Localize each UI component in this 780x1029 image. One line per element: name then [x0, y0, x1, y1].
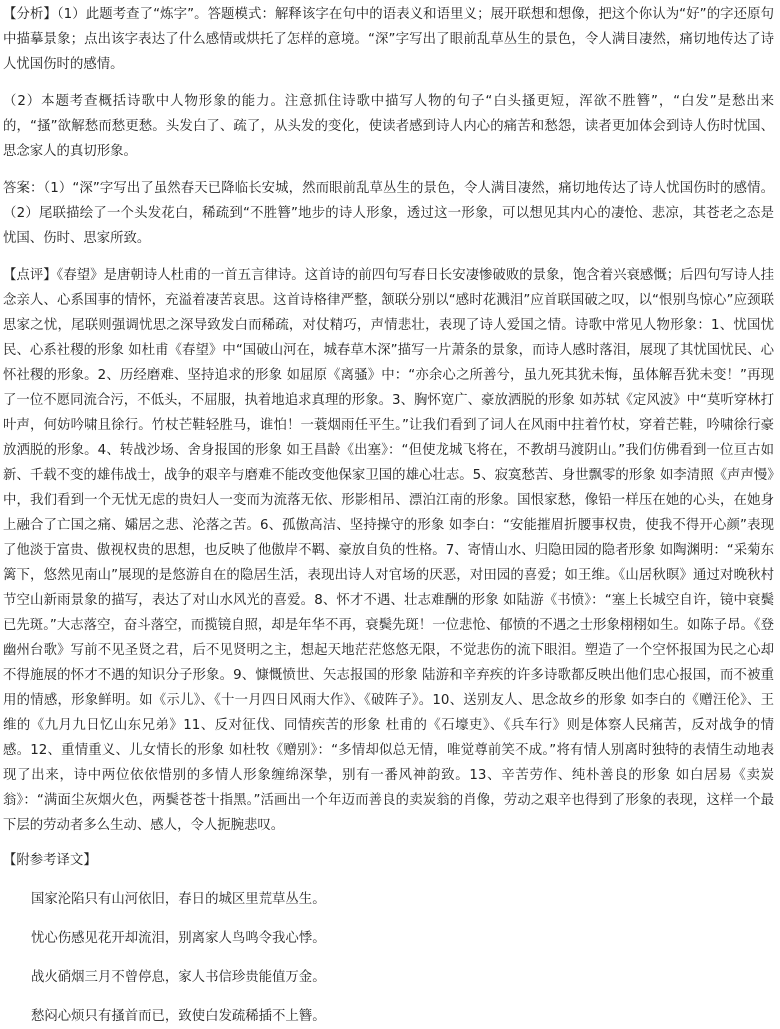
answer-paragraph: 答案：（1）“深”字写出了虽然春天已降临长安城，然而眼前乱草丛生的景色，令人满目凄然，痛切地传达了诗人忧国伤时的感情。（2）尾联描绘了一个头发花白，稀疏到“不胜簪”地步的诗人形象，透过这一形象，可以想见其内心的凄怆、悲凉，其苍老之态是忧国、伤时、思家所致。: [3, 181, 774, 246]
comment-paragraph: 【点评】《春望》是唐朝诗人杜甫的一首五言律诗。这首诗的前四句写春日长安凄惨破败的景象，饱含着兴衰感慨；后四句写诗人挂念亲人、心系国事的情怀，充溢着凄苦哀思。这首诗格律严整，颔联分别以“感时花溅泪”应首联国破之叹，以“恨别鸟惊心”应颈联思家之忧，尾联则强调忧思之深导致发白而稀疏，对仗精巧，声情悲壮，表现了诗人爱国之情。诗歌中常见人物形象：1、忧国忧民、心系社稷的形象 如杜甫《春望》中“国破山河在，城春草木深”描写一片萧条的景象，而诗人感时落泪，展现了其忧国忧民、心怀社稷的形象。2、历经磨难、坚持追求的形象 如屈原《离骚》中：“亦余心之所善兮，虽九死其犹未悔，虽体解吾犹未变！”再现了一位不愿同流合污，不低头，不屈服，执着地追求真理的形象。3、胸怀宽广、豪放洒脱的形象 如苏轼《定风波》中“莫听穿林打叶声，何妨吟啸且徐行。竹杖芒鞋轻胜马，谁怕！一蓑烟雨任平生。”让我们看到了词人在风雨中拄着竹杖，穿着芒鞋，吟啸徐行豪放洒脱的形象。4、转战沙场、舍身报国的形象 如王昌龄《出塞》：“但使龙城飞将在，不教胡马渡阴山。”我们仿佛看到一位亘古如新、千载不变的雄伟战士，战争的艰辛与磨难不能改变他保家卫国的雄心壮志。5、寂寞愁苦、身世飘零的形象 如李清照《声声慢》中，我们看到一个无忧无虑的贵妇人一变而为流落无依、形影相吊、漂泊江南的形象。国恨家愁，像铅一样压在她的心头，在她身上融合了亡国之痛、孀居之悲、沦落之苦。6、孤傲高洁、坚持操守的形象 如李白：“安能摧眉折腰事权贵，使我不得开心颜”表现了他淡于富贵、傲视权贵的思想，也反映了他傲岸不羁、豪放自负的性格。7、寄情山水、归隐田园的隐者形象 如陶渊明：“采菊东篱下，悠然见南山”展现的是悠游自在的隐居生活，表现出诗人对官场的厌恶，对田园的喜爱；如王维。《山居秋暝》通过对晚秋村节空山新雨景象的描写，表达了对山水风光的喜爱。8、怀才不遇、壮志难酬的形象 如陆游《书愤》：“塞上长城空自许，镜中衰鬓已先斑。”大志落空，奋斗落空，而揽镜自照，却是年华不再，衰鬓先斑！一位悲怆、郁愤的不遇之士形象栩栩如生。如陈子昂。《登幽州台歌》写前不见圣贤之君，后不见贤明之主，想起天地茫茫悠悠无限，不觉悲伤的流下眼泪。塑造了一个空怀报国为民之心却不得施展的怀才不遇的知识分子形象。9、慷慨愤世、矢志报国的形象 陆游和辛弃疾的许多诗歌都反映出他们忠心报国，而不被重用的情感，形象鲜明。如《示儿》、《十一月四日风雨大作》、《破阵子》。10、送别友人、思念故乡的形象 如李白的《赠汪伦》、王维的《九月九日忆山东兄弟》11、反对征伐、同情疾苦的形象 杜甫的《石壕吏》、《兵车行》则是体察人民痛苦，反对战争的情感。12、重情重义、儿女情长的形象 如杜牧《赠别》：“多情却似总无情，唯觉尊前笑不成。”将有情人别离时独特的表情生动地表现了出来，诗中两位依依惜别的多情人形象缠绵深挚，别有一番风神韵致。13、辛苦劳作、纯朴善良的形象 如白居易《卖炭翁》：“满面尘灰烟火色，两鬓苍苍十指黑。”活画出一个年迈而善良的卖炭翁的肖像，劳动之艰辛也得到了形象的表现，这样一个最下层的劳动者多么生动、感人，令人扼腕悲叹。: [3, 268, 774, 833]
analysis-part-1: 【分析】（1）此题考查了“炼字”。答题模式：解释该字在句中的语表义和语里义；展开联想和想像，把这个你认为“好”的字还原句中描摹景象；点出该字表达了什么感情或烘托了怎样的意境。“深”字写出了眼前乱草丛生的景色，令人满目凄然，痛切地传达了诗人忧国伤时的感情。: [3, 7, 774, 72]
translation-line: 战火硝烟三月不曾停息，家人书信珍贵能值万金。: [31, 970, 326, 985]
analysis-part-2: （2）本题考查概括诗歌中人物形象的能力。注意抓住诗歌中描写人物的句子“白头搔更短，浑欲不胜簪”，“白发”是愁出来的，“搔”欲解愁而愁更愁。头发白了、疏了，从头发的变化，使读者感到诗人内心的痛苦和愁怨，读者更加体会到诗人伤时忧国、思念家人的真切形象。: [3, 94, 774, 159]
watermark-logo: [642, 940, 762, 986]
translation-line: 忧心伤感见花开却流泪，别离家人鸟鸣令我心悸。: [31, 931, 326, 946]
document-body: [0, 2, 780, 1029]
translation-line: 愁闷心烦只有搔首而已，致使白发疏稀插不上簪。: [31, 1009, 326, 1024]
reference-translation-title: 【附参考译文】: [3, 853, 97, 868]
translation-line: 国家沦陷只有山河依旧，春日的城区里荒草丛生。: [31, 892, 326, 907]
